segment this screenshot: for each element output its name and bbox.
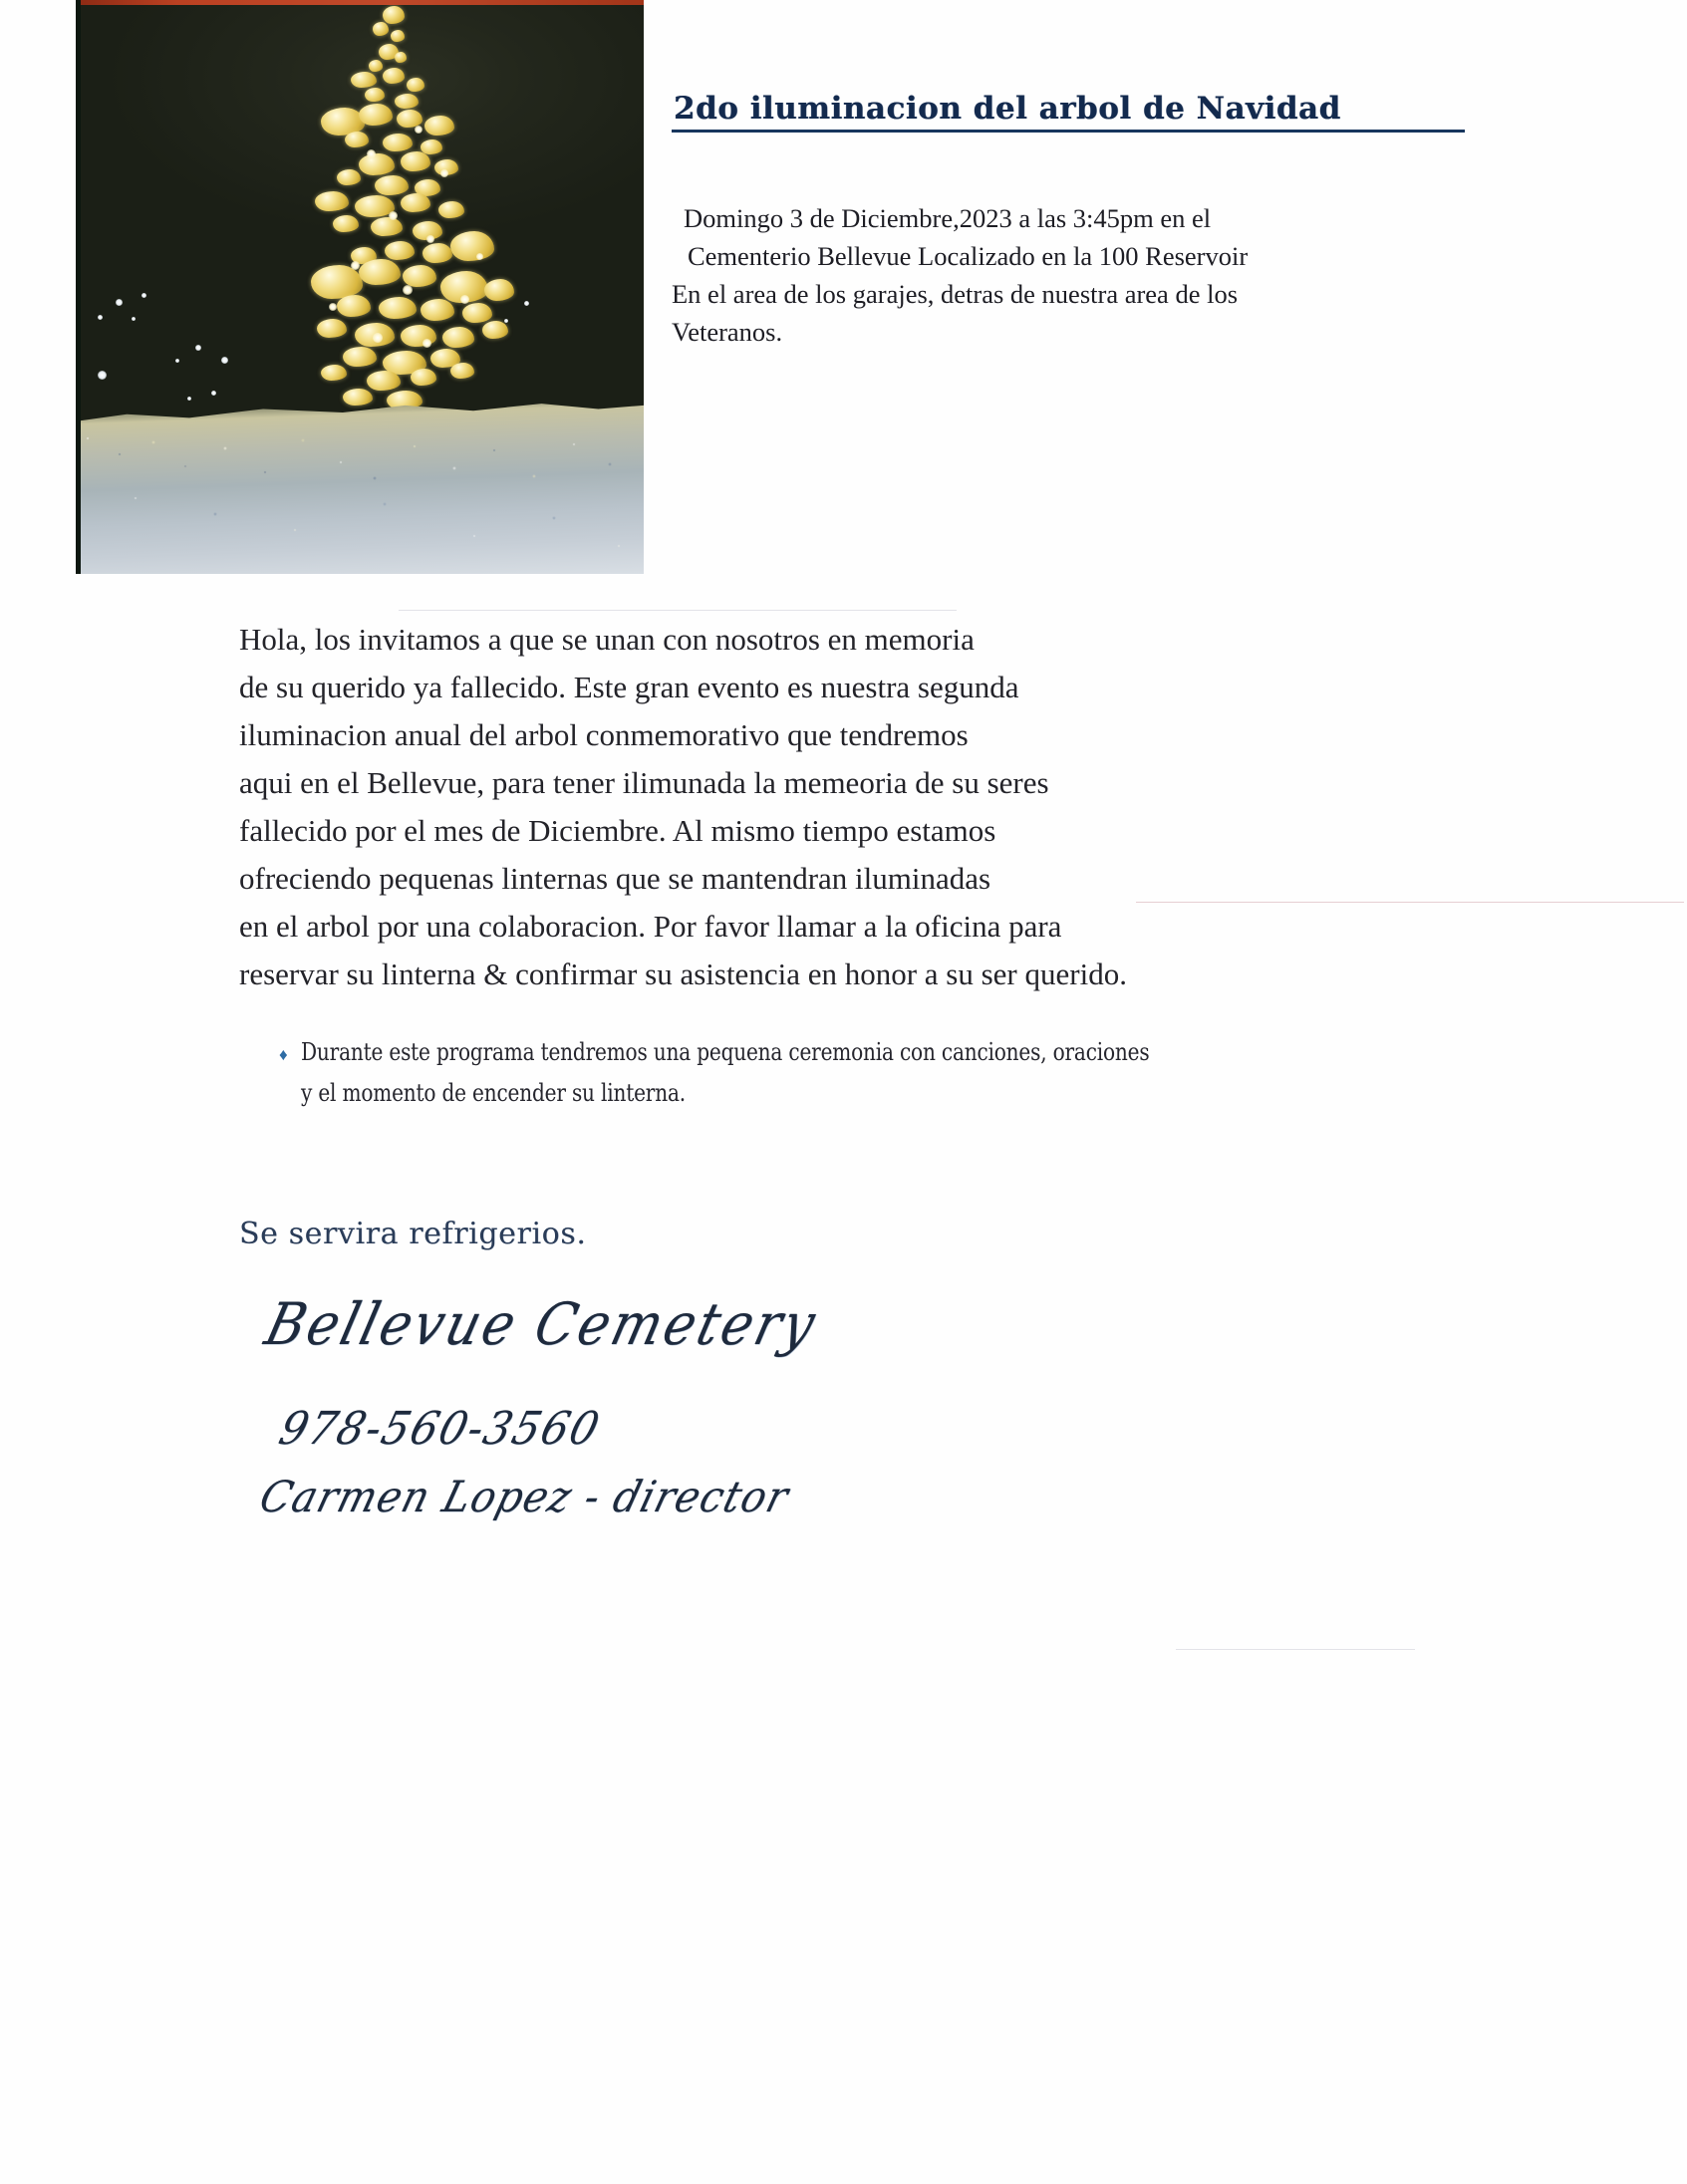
body-line: Hola, los invitamos a que se unan con nosotros en memoria [239, 622, 975, 657]
event-detail-line: Veteranos. [672, 317, 783, 347]
ceremony-bullet-text [301, 1032, 1149, 1114]
christmas-tree-illustration [255, 4, 554, 422]
event-details [672, 199, 1501, 351]
title-underline [672, 130, 1465, 133]
body-line: de su querido ya fallecido. Este gran evento es nuestra segunda [239, 670, 1019, 704]
body-line: iluminacion anual del arbol conmemorativo que tendremos [239, 717, 969, 752]
event-detail-line: Domingo 3 de Diciembre,2023 a las 3:45pm en el [684, 203, 1212, 233]
event-detail-line: Cementerio Bellevue Localizado en la 100 Reservoir [688, 241, 1249, 271]
body-line: reservar su linterna & confirmar su asistencia en honor a su ser querido. [239, 956, 1127, 991]
bullet-diamond-icon: ♦ [279, 1045, 288, 1064]
body-line: en el arbol por una colaboracion. Por favor llamar a la oficina para [239, 909, 1062, 944]
body-line: aqui en el Bellevue, para tener ilimunada la memeoria de su seres [239, 765, 1049, 800]
body-line: fallecido por el mes de Diciembre. Al mismo tiempo estamos [239, 813, 996, 848]
signature-contact: Carmen Lopez - director [254, 1473, 795, 1522]
scan-artifact-line-faint [399, 610, 957, 611]
scan-artifact-line-faint [1176, 1649, 1415, 1650]
refreshments-note: Se servira refrigerios. [239, 1217, 587, 1251]
photo-top-edge-strip [76, 0, 644, 5]
bullet-line: Durante este programa tendremos una pequena ceremonia con canciones, oraciones [301, 1038, 1150, 1066]
page-title: 2do iluminacion del arbol de Navidad [674, 91, 1341, 127]
christmas-tree-photo [76, 0, 644, 574]
photo-snow-texture [76, 428, 644, 574]
body-line: ofreciendo pequenas linternas que se mantendran iluminadas [239, 861, 991, 896]
event-detail-line: En el area de los garajes, detras de nuestra area de los [672, 279, 1239, 309]
bullet-line: y el momento de encender su linterna. [301, 1079, 686, 1107]
photo-left-edge [76, 0, 81, 574]
ceremony-bullet-item [279, 1032, 1495, 1114]
signature-organization: Bellevue Cemetery [258, 1291, 825, 1359]
signature-phone: 978-560-3560 [273, 1402, 607, 1455]
invitation-body [239, 616, 1435, 998]
